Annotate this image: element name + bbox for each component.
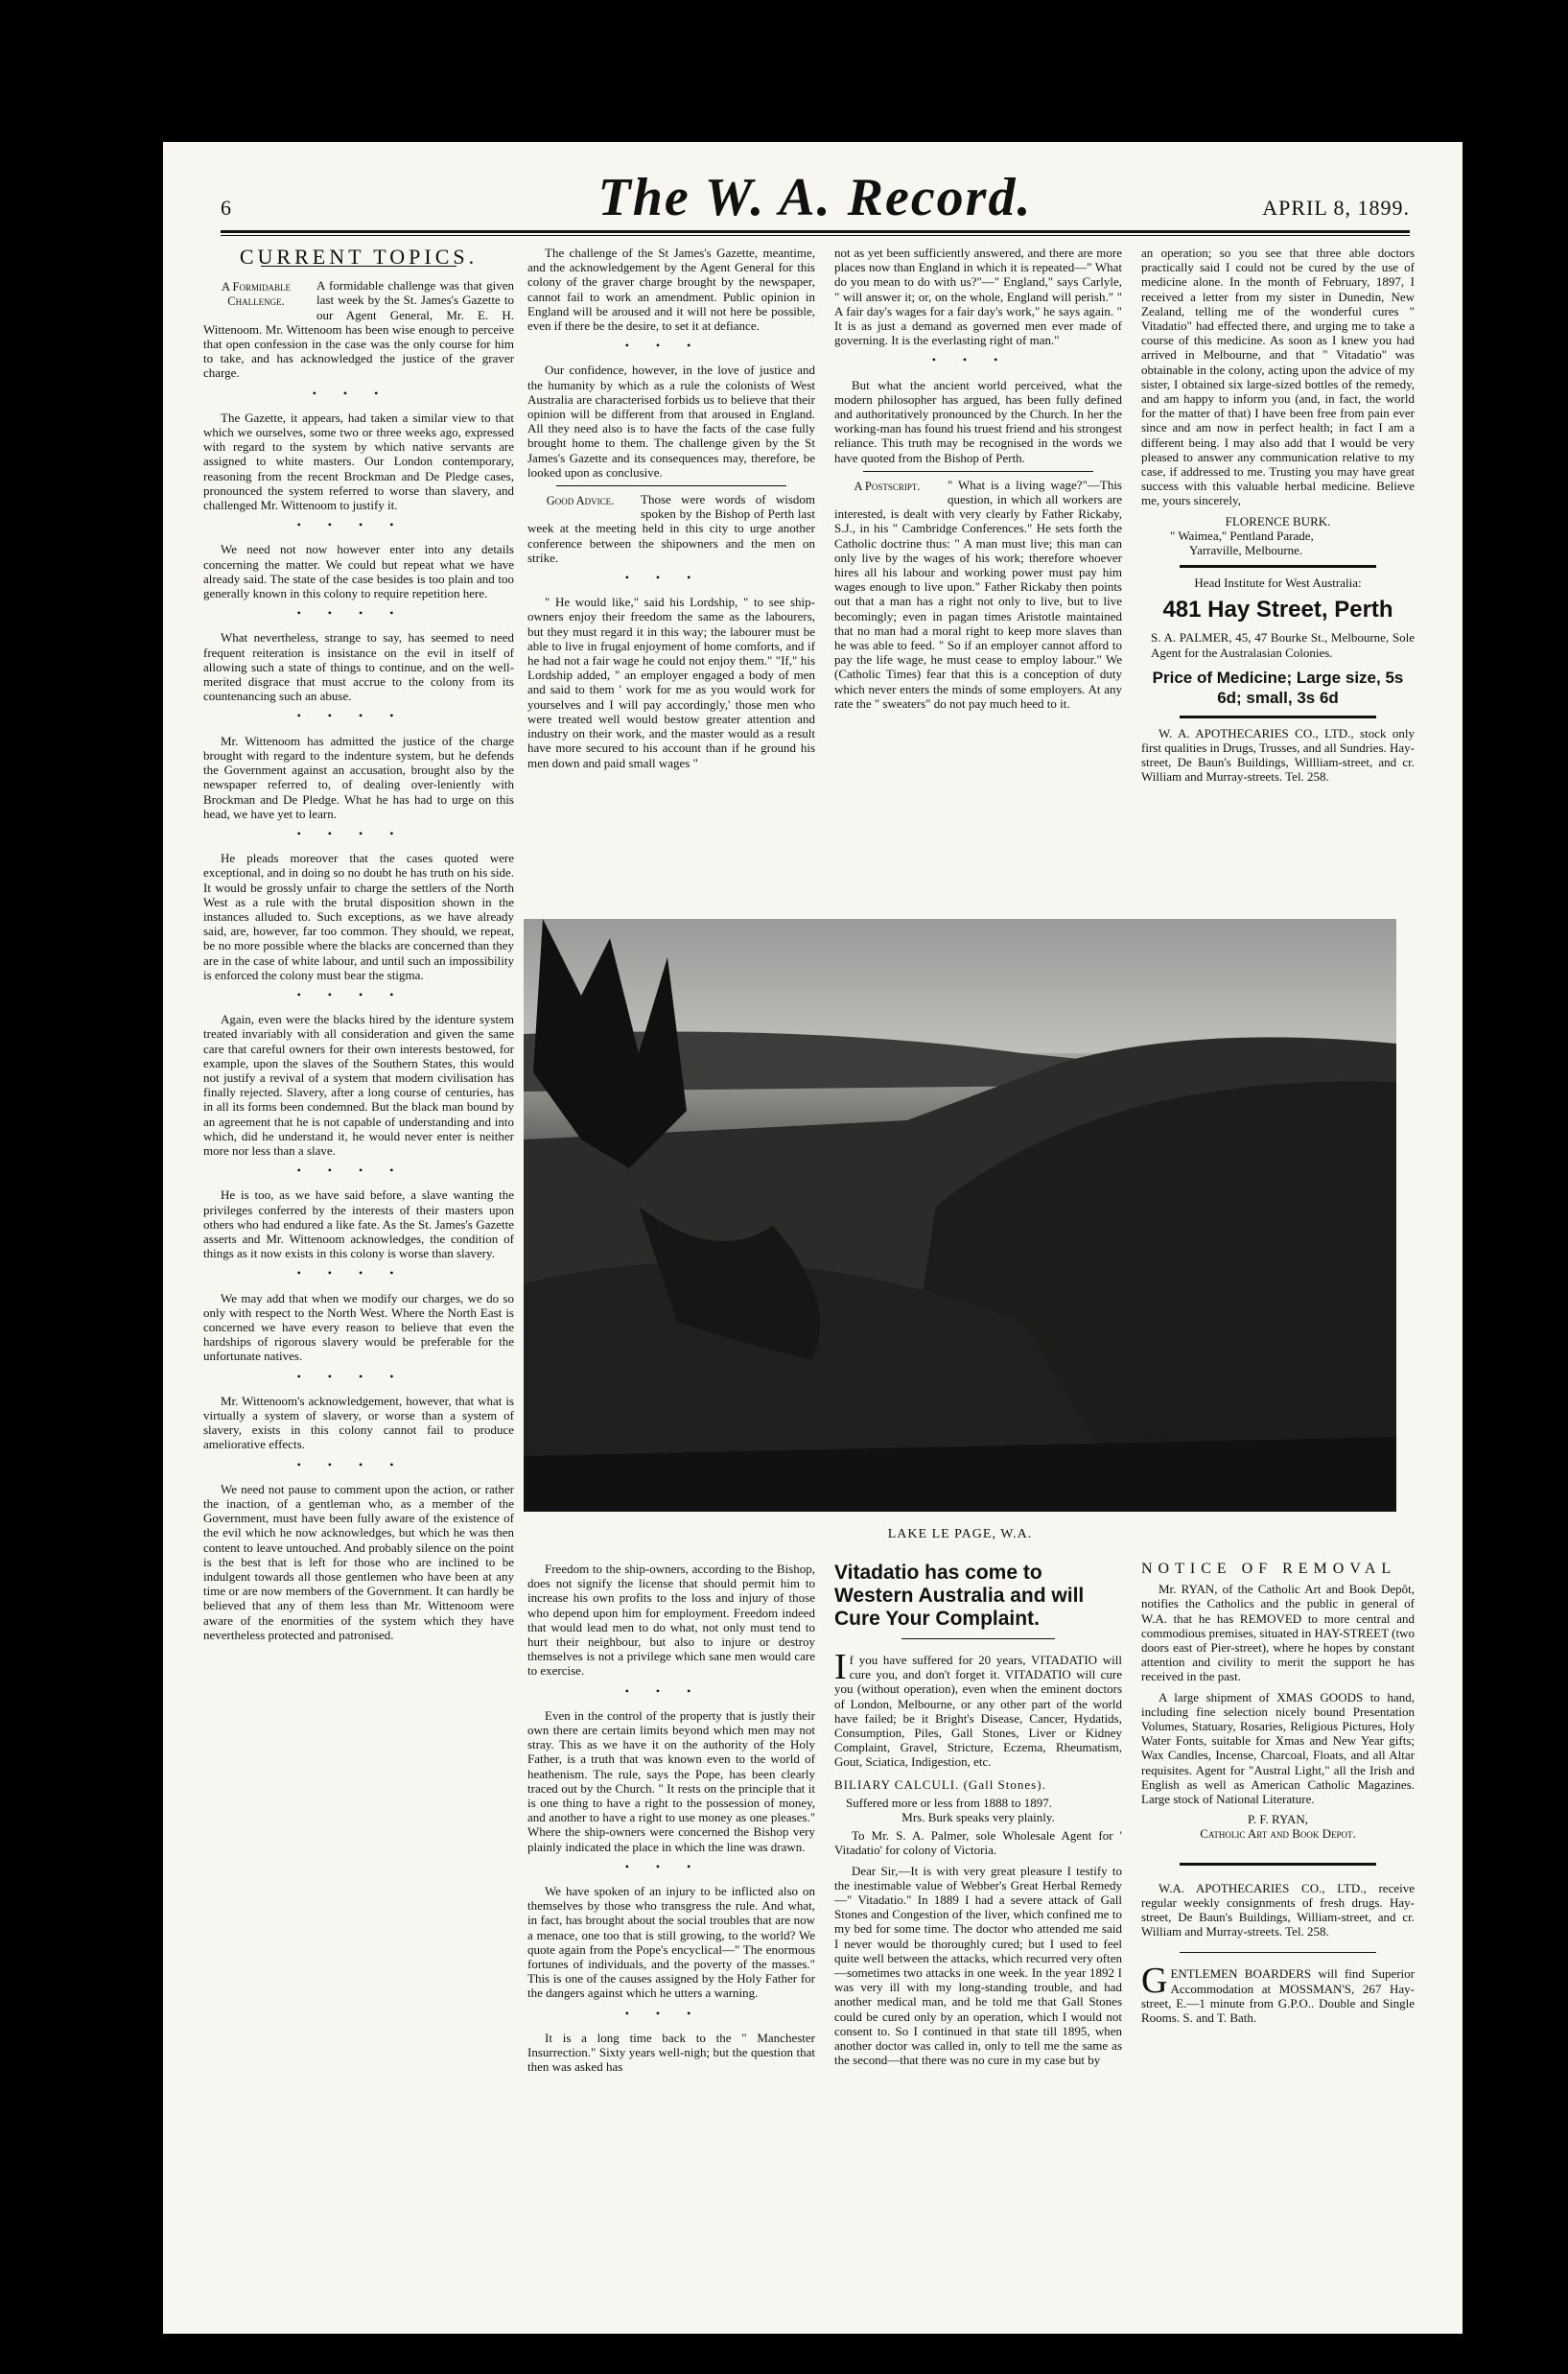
divider: [1180, 565, 1376, 568]
separator-dots: ••••: [296, 1266, 421, 1281]
separator-dots: ••••: [296, 987, 421, 1001]
newspaper-page: [163, 142, 1463, 2334]
separator-dots: •••: [624, 2006, 718, 2020]
side-heading: A Formidable Challenge.: [222, 280, 291, 309]
separator-dots: •••: [312, 386, 406, 400]
paragraph: not as yet been sufficiently answered, and there are more places now than England in which it is repeated—" What do you mean to do with us?"—" England," says Carlyle, " will answer it; or, on the whole, England will perish." " A fair day's wages for a fair day's work," he says again. " It is as just a demand as governed men ever made of governing. It is the everlasting right of man.": [834, 246, 1122, 348]
agent-text: S. A. PALMER, 45, 47 Bourke St., Melbourne, Sole Agent for the Australasian Colonies.: [1151, 630, 1415, 660]
separator-dots: •••: [624, 339, 718, 353]
issue-date: APRIL 8, 1899.: [1262, 196, 1410, 220]
head-institute-address: 481 Hay Street, Perth: [1162, 597, 1393, 623]
paragraph: Even in the control of the property that is justly their own there are certain limits beyond which men may not stray. This as we have it on the authority of the Holy Father, is a truth that was known even to the world of heathenism. The rule, says the Pope, has been clearly traced out by the Church. " It rests on the principle that it is one thing to have a right to the possession of money, and another to have a right to use money as one pleases." Where the ship-owners were concerned the Bishop very plainly indicated the place in which the line was drawn.: [527, 1707, 815, 1854]
text-line: Mrs. Burk speaks very plainly.: [901, 1810, 1055, 1825]
column-4-bottom: [1141, 1562, 1415, 2031]
paragraph: " What is a living wage?"—This question, in which all workers are interested, is dealt with very clearly by Father Rickaby, S.J., in his " Cambridge Conferences." He sets forth the Catholic doctrine thus: " A man must live; this man can only live by the wages of his work; therefore whoever hires all his labour and working power must pay him wages enough to live upon." Father Rickaby then points out that a man has a right not only to live, but to live becomingly; even in pagan times Aristotle maintained that no man had a moral right to keep more slaves than he was able to feed. " So if an employer cannot afford to pay the life wage, he must cease to employ labour." We (Catholic Times) fear that this is a conception of duty which never enters the minds of some employers. At any rate the " sweaters" do not pay much heed to it.: [834, 477, 1122, 711]
vitadatio-headline: Vitadatio has come to Western Australia and will Cure Your Complaint.: [834, 1562, 1085, 1630]
column-current-topics: [203, 246, 514, 1648]
separator-dots: ••••: [296, 518, 421, 532]
paragraph: Dear Sir,—It is with very great pleasure I testify to the inestimable value of Webber's Great Herbal Remedy—" Vitadatio." In 1889 I had a severe attack of Gall Stones and Congestion of the liver, which confined me to my bed for some time. The doctor who attended me said I never would be thoroughly cured; but I used to feel quite well between the attacks, which recurred very often—sometimes two attacks in one week. In the year 1892 I was very ill with my long-standing trouble, and had another medical man, and he told me that Gall Stones could be cured only by an operation, which I would not consent to. So I continued in that state till 1895, when another doctor was called in, only to tell me the same as the second—that there was no cure in my case but by: [834, 1863, 1122, 2068]
side-heading: A Postscript.: [854, 479, 921, 493]
photo-caption: LAKE LE PAGE, W.A.: [887, 1527, 1033, 1541]
paragraph: We need not now however enter into any details concerning the matter. We could but repeat what we have already said. The state of the case besides is too plain and too generally known in this colony to require repetition here.: [203, 542, 514, 601]
price-text: Price of Medicine; Large size, 5s 6d; small, 3s 6d: [1152, 668, 1404, 707]
signature: P. F. RYAN,: [1248, 1812, 1308, 1827]
divider: [1180, 1863, 1376, 1866]
paragraph: What nevertheless, strange to say, has seemed to need frequent reiteration is insistance on the evil in itself of allowing such a state of things to continue, and on the well-merited disgrace that must accrue to the colony from its countenancing such an abuse.: [203, 630, 514, 704]
paragraph: Again, even were the blacks hired by the identure system treated invariably with all consideration and given the same care that careful owners for their own interests bestowed, for example, upon the slaves of the Southern States, this would not justify a revival of a system that modern civilisation has finally rejected. Slavery, after a long course of centuries, has in all its forms been condemned. But the black man bound by an agreement that he is not capable of understanding and into which, did he understand it, he would never enter is neither more nor less than a slave.: [203, 1012, 514, 1158]
masthead-rule: [221, 230, 1410, 236]
head-institute-label: Head Institute for West Australia:: [1194, 576, 1362, 591]
depot-name: Catholic Art and Book Depot.: [1200, 1826, 1356, 1842]
boarders-ad: GENTLEMEN BOARDERS will find Superior Accommodation at MOSSMAN'S, 267 Hay-street, E.—1 minute from G.P.O.. Double and Single Rooms. S. and T. Bath.: [1141, 1961, 1415, 2026]
separator-dots: ••••: [296, 1163, 421, 1178]
apothecaries-ad: W. A. APOTHECARIES CO., LTD., stock only first qualities in Drugs, Trusses, and all Sundries. Hay-street, De Baun's Buildings, Willliam-street, and cr. William and Murray-streets. Tel. 258.: [1141, 725, 1415, 785]
separator-dots: ••••: [296, 826, 421, 840]
paragraph: He pleads moreover that the cases quoted were exceptional, and in doing so no doubt he has truth on his side. It would be grossly unfair to charge the settlers of the North West as a rule with the brutal disposition shown in the instances alluded to. Such exceptions, as we have already said, are, however, far too common. They should, we repeat, be no more possible where the blacks are concerned than they are in the case of white labour, and until such an impossibility is enforced the colony must bear the stigma.: [203, 851, 514, 982]
text-line: To Mr. S. A. Palmer, sole Wholesale Agent for ' Vitadatio' for colony of Victoria.: [834, 1828, 1122, 1858]
lake-photo-image: [524, 919, 1396, 1512]
column-4-top: [1141, 246, 1415, 790]
address-line: Yarraville, Melbourne.: [1189, 543, 1303, 558]
masthead: [221, 161, 1410, 228]
paragraph: A large shipment of XMAS GOODS to hand, including fine selection nicely bound Presentation Volumes, Statuary, Rosaries, Religious Pictures, Holy Water Fonts, suitable for Xmas and New Year gifts; Wax Candles, Incense, Charcoal, Floats, and all Altar requisites. Agent for "Austral Light," all the Irish and English as well as American Catholic Magazines. Large stock of National Literature.: [1141, 1689, 1415, 1807]
separator-dots: ••••: [296, 709, 421, 723]
paragraph: We have spoken of an injury to be inflicted also on themselves by those who transgress the rule. And what, in fact, has brought about the social troubles that are now a menace, one too that is still growing, to the world? We quote again from the Pope's encyclical—" The enormous fortunes of individuals, and the poverty of the masses." This is one of the causes assigned by the Holy Father for the dangers against which he utters a warning.: [527, 1884, 815, 2001]
paragraph: It is a long time back to the " Manchester Insurrection." Sixty years well-nigh; but the question that then was asked has: [527, 2030, 815, 2075]
subheading: BILIARY CALCULI. (Gall Stones).: [834, 1776, 1046, 1792]
divider: [1180, 1952, 1376, 1953]
masthead-title: The W. A. Record.: [597, 168, 1033, 227]
paragraph: If you have suffered for 20 years, VITADATIO will cure you, and don't forget it. VITADATIO will cure you (without operation), even when the eminent doctors of London, Melbourne, or any other part of the world have failed; be it Bright's Disease, Cancer, Hydatids, Consumption, Piles, Gall Stones, Liver or Kidney Complaint, Gravel, Stricture, Eczema, Rheumatism, Gout, Sciatica, Indigestion, etc.: [834, 1647, 1122, 1770]
separator-dots: ••••: [296, 606, 421, 621]
paragraph: Mr. RYAN, of the Catholic Art and Book Depôt, notifies the Catholics and the public in general of W.A. that he has REMOVED to more central and commodious premises, situated in HAY-STREET (two doors east of Pier-street), where he hopes by constant attention and civility to merit the support he has received in the past.: [1141, 1582, 1415, 1684]
landscape-photo: [524, 919, 1396, 1512]
column-3-top: [834, 246, 1122, 717]
separator-dots: •••: [624, 571, 718, 585]
paragraph: He is too, as we have said before, a slave wanting the privileges conferred by the interests of their masters upon others who had endured a like fate. As the St. James's Gazette asserts and Mr. Wittenoom acknowledges, the condition of things as it now exists in this colony is worse than slavery.: [203, 1187, 514, 1261]
column-2-top: [527, 246, 815, 776]
column-3-bottom: [834, 1562, 1122, 2073]
signature: FLORENCE BURK.: [1225, 513, 1331, 529]
address-line: " Waimea," Pentland Parade,: [1170, 528, 1314, 543]
page-number: 6: [221, 196, 231, 220]
paragraph: Our confidence, however, in the love of justice and the humanity by which as a rule the colonists of West Australia are characterised forbids us to believe that their opinion will be different from that aroused in England. All they need also is to have the facts of the case fully brought home to them. The challenge given by the St James's Gazette and its consequences may, therefore, be looked upon as conclusive.: [527, 363, 815, 480]
paragraph: We need not pause to comment upon the action, or rather the inaction, of a gentleman who, as a member of the Government, must have been fully aware of the existence of the evil which he now acknowledges, but which he was then content to leave untouched. And probably silence on the point is the best that is left for those who are inclined to be indulgent towards all those gentlemen who have been at any time or are now members of the Government. It can hardly be believed that any of them less than Mr. Wittenoom were aware of the enormities of the system which they have nevertheless protected and patronised.: [203, 1481, 514, 1642]
paragraph: Those were words of wisdom spoken by the Bishop of Perth last week at the meeting held in this city to urge another conference between the shipowners and the men on strike.: [527, 492, 815, 565]
paragraph: Freedom to the ship-owners, according to the Bishop, does not signify the license that should permit him to increase his own profits to the loss and injury of those who depend upon him for employment. Freedom indeed that would lead men to do what, not only must tend to hurt their neighbour, but also to injure or destroy themselves is not a privilege which sane men would care to exercise.: [527, 1562, 815, 1679]
separator-dots: •••: [931, 353, 1025, 367]
divider: [1180, 716, 1376, 718]
divider: [556, 485, 786, 486]
paragraph: The Gazette, it appears, had taken a similar view to that which we ourselves, some two or three weeks ago, expressed with regard to the system by which native servants are assigned to white masters. Our London contemporary, reasoning from the recent Brockman and De Pledge cases, pronounced the system referred to worse than slavery, and challenged Mr. Wittenoom to justify it.: [203, 410, 514, 513]
notice-heading: NOTICE OF REMOVAL: [1141, 1561, 1397, 1577]
apothecaries-ad: W.A. APOTHECARIES CO., LTD., receive regular weekly consignments of fresh drugs. Hay-street, De Baun's Buildings, William-street, and cr. William and Murray-streets. Tel. 258.: [1141, 1880, 1415, 1939]
divider: [901, 1638, 1055, 1639]
side-heading: Good Advice.: [546, 494, 615, 508]
separator-dots: •••: [624, 1683, 718, 1698]
section-heading: CURRENT TOPICS.: [239, 245, 479, 269]
paragraph: Mr. Wittenoom's acknowledgement, however, that what is virtually a system of slavery, or worse than a system of slavery, exists in this colony cannot fail to produce ameliorative effects.: [203, 1393, 514, 1452]
paragraph: But what the ancient world perceived, what the modern philosopher has argued, has been fully defined and authoritatively pronounced by the Church. In her the working-man has found his truest friend and his strongest reliance. This truth may be recognised in the words we have quoted from the Bishop of Perth.: [834, 377, 1122, 465]
separator-dots: ••••: [296, 1457, 421, 1471]
paragraph: an operation; so you see that three able doctors practically said I could not be cured by the use of medicine alone. In the month of February, 1897, I received a letter from my sister in Dunedin, New Zealand, telling me of the wonderful cures " Vitadatio" had effected there, and urging me to take a course of this medicine. As soon as I knew you had arrived in Melbourne, and that " Vitadatio" was obtainable in the colony, acting upon the advice of my sister, I obtained six large-sized bottles of the remedy, and am happy to inform you (and, in fact, the world for the matter of that) I have been free from pain ever since and am now in perfect health; in fact I am a different being. I may also add that I would be very pleased to answer any communication relative to my case, if addressed to me. Trusting you may have great success with this valuable herbal medicine. Believe me, yours sincerely,: [1141, 246, 1415, 508]
paragraph: We may add that when we modify our charges, we do so only with respect to the North West. Where the North East is concerned we have every reason to believe that even the hardships of rigorous slavery would be preferable for the unfortunate natives.: [203, 1290, 514, 1364]
paragraph: Mr. Wittenoom has admitted the justice of the charge brought with regard to the indenture system, but he defends the Government against an accusation, brought also by the newspaper referred to, of dealing over-leniently with Brockman and De Pledge. What he has had to urge on this head, we have yet to learn.: [203, 733, 514, 821]
paragraph: A formidable challenge was that given last week by the St. James's Gazette to our Agent General, Mr. E. H. Wittenoom. Mr. Wittenoom has been wise enough to perceive that open confession in the case was the only course for him to take, and has acknowledged the justice of the graver charge.: [203, 278, 514, 381]
separator-dots: ••••: [296, 1369, 421, 1383]
text-line: Suffered more or less from 1888 to 1897.: [846, 1795, 1052, 1810]
separator-dots: •••: [624, 1859, 718, 1873]
paragraph: " He would like," said his Lordship, " to see ship-owners enjoy their freedom the same as the labourers, but they must regard it in this way; the labourer must be able to live in frugal enjoyment of home comforts, and if he had not a fair wage he could not enjoy them." "If," his Lordship added, " an employer engaged a body of men and said to them ' work for me as you would work for yourselves and I will pay accordingly,' those men who were treated well would bestow greater attention and industry on their work, and the master would as a result have more secured to his account than if he ground his men down and paid small wages ": [527, 595, 815, 770]
column-2-bottom: [527, 1562, 815, 2080]
paragraph: The challenge of the St James's Gazette, meantime, and the acknowledgement by the Agent General for this colony of the graver charge brought by the newspaper, cannot fail to work an amendment. Public opinion in England will be aroused and it will not here be possible, even if there be the desire, to set it at defiance.: [527, 246, 815, 334]
divider: [863, 471, 1093, 472]
